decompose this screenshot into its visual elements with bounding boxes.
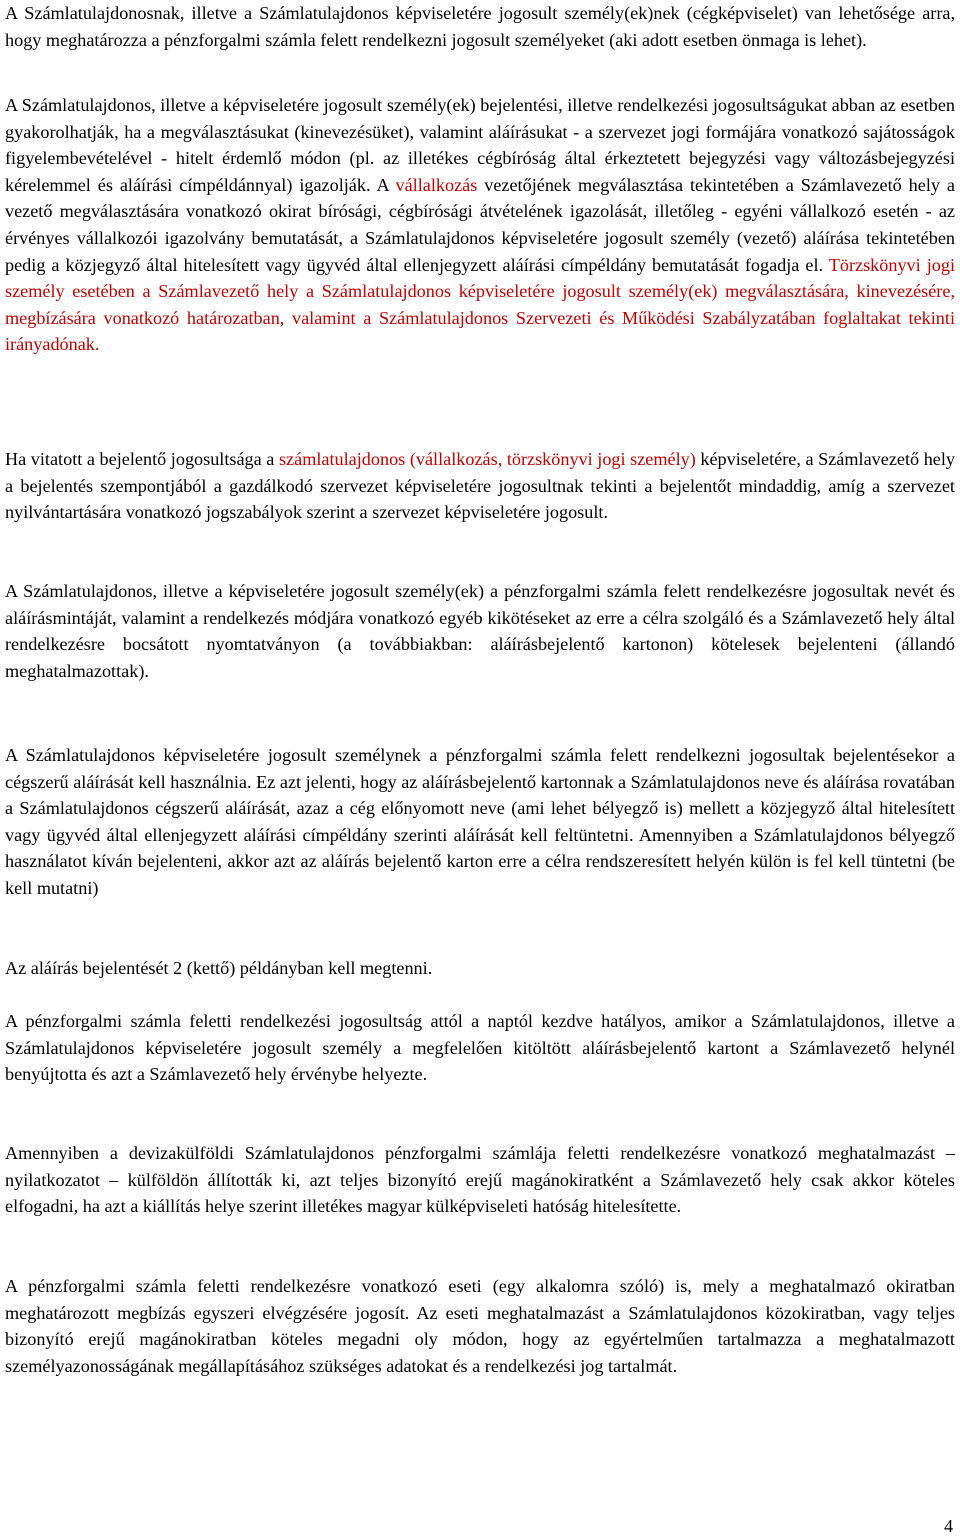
- paragraph-2-text-a: A Számlatulajdonos, illetve a képviseletére jogosult személy(ek) bejelentési, illetve rendelkezési jogosultságukat abban az esetben gyakorolhatják, ha a megválasztásukat (kinevezésüket), valamint aláírásukat - a szervezet jogi formájára vonatkozó sajátosságok figyelembevételével - hitelt érdemlő módon (pl. az illetékes cégbíróság által érkeztetett bejegyzési vagy változásbejegyzési kérelemmel és aláírási címpéldánnyal) igazolják. A: [5, 95, 955, 195]
- paragraph-4: A Számlatulajdonos, illetve a képviseletére jogosult személy(ek) a pénzforgalmi számla felett rendelkezésre jogosultak nevét és aláírásmintáját, valamint a rendelkezés módjára vonatkozó egyéb kikötéseket az erre a célra szolgáló és a Számlavezető hely által rendelkezésre bocsátott nyomtatványon (a továbbiakban: aláírásbejelentő kartonon) kötelesek bejelenteni (állandó meghatalmazottak).: [5, 581, 955, 681]
- paragraph-5: A Számlatulajdonos képviseletére jogosult személynek a pénzforgalmi számla felett rendelkezni jogosultak bejelentésekor a cégszerű aláírását kell használnia. Ez azt jelenti, hogy az aláírásbejelentő kartonnak a Számlatulajdonos neve és aláírása rovatában a Számlatulajdonos cégszerű aláírását, azaz a cég előnyomott neve (ami lehet bélyegző is) mellett a közjegyző által hitelesített vagy ügyvéd által ellenjegyzett aláírási címpéldány szerinti aláírását kell feltüntetni. Amennyiben a Számlatulajdonos bélyegző használatot kíván bejelenteni, akkor azt az aláírás bejelentő karton erre a célra rendszeresített helyén külön is fel kell tüntetni (be kell mutatni): [5, 745, 955, 898]
- paragraph-2: [5, 92, 955, 358]
- paragraph-3-highlight: számlatulajdonos (vállalkozás, törzskönyvi jogi személy): [278, 449, 696, 469]
- paragraph-3: [5, 446, 955, 526]
- paragraph-2-highlight-2: Törzskönyvi jogi személy esetében a Számlavezető hely a Számlatulajdonos képviseletére jogosult személy(ek) megválasztására, kinevezésére, megbízására vonatkozó határozatban, valamint a Számlatulajdonos Szervezeti és Működési Szabályzatában foglaltakat tekinti irányadónak.: [5, 254, 955, 355]
- paragraph-6: Az aláírás bejelentését 2 (kettő) példányban kell megtenni.: [5, 958, 433, 978]
- paragraph-3-text-b: képviseletére, a Számlavezető hely a bejelentés szempontjából a gazdálkodó szervezet képviseletére jogosultnak tekinti a bejelentőt mindaddig, amíg a szervezet nyilvántartására vonatkozó jogszabályok szerint a szervezet képviseletére jogosult.: [5, 449, 956, 523]
- paragraph-2-highlight-1: vállalkozás: [395, 174, 478, 195]
- paragraph-3-text-a: Ha vitatott a bejelentő jogosultsága a: [5, 449, 279, 469]
- paragraph-1: A Számlatulajdonosnak, illetve a Számlatulajdonos képviseletére jogosult személy(ek)nek (cégképviselet) van lehetősége arra, hogy meghatározza a pénzforgalmi számla felett rendelkezni jogosult személyeket (aki adott esetben önmaga is lehet).: [5, 3, 955, 50]
- paragraph-9: A pénzforgalmi számla feletti rendelkezésre vonatkozó eseti (egy alkalomra szóló) is, mely a meghatalmazó okiratban meghatározott megbízás egyszeri elvégzésére jogosít. Az eseti meghatalmazást a Számlatulajdonos közokiratban, vagy teljes bizonyító erejű magánokiratban köteles megadni oly módon, hogy az egyértelműen tartalmazza a meghatalmazott személyazonosságának megállapításához szükséges adatokat és a rendelkezési jog tartalmát.: [5, 1276, 955, 1376]
- paragraph-2-text-b: vezetőjének megválasztása tekintetében a Számlavezető hely a vezető megválasztására vonatkozó okirat bírósági, cégbírósági átvételének igazolását, illetőleg - egyéni vállalkozó esetén - az érvényes vállalkozói igazolvány bemutatását, a Számlatulajdonos képviseletére jogosult személy (vezető) aláírása tekintetében pedig a közjegyző által hitelesített vagy ügyvéd által ellenjegyzett aláírási címpéldány bemutatását fogadja el.: [5, 174, 955, 275]
- paragraph-8: Amennyiben a devizakülföldi Számlatulajdonos pénzforgalmi számlája feletti rendelkezésre vonatkozó meghatalmazást – nyilatkozatot – külföldön állították ki, azt teljes bizonyító erejű magánokiratként a Számlavezető hely csak akkor köteles elfogadni, ha azt a kiállítás helye szerint illetékes magyar külképviseleti hatóság hitelesítette.: [5, 1143, 955, 1217]
- page-number: 4: [944, 1516, 954, 1536]
- paragraph-7: A pénzforgalmi számla feletti rendelkezési jogosultság attól a naptól kezdve hatályos, amikor a Számlatulajdonos, illetve a Számlatulajdonos képviseletére jogosult személy a megfelelően kitöltött aláírásbejelentő kartont a Számlavezető helynél benyújtotta és azt a Számlavezető hely érvénybe helyezte.: [5, 1011, 955, 1085]
